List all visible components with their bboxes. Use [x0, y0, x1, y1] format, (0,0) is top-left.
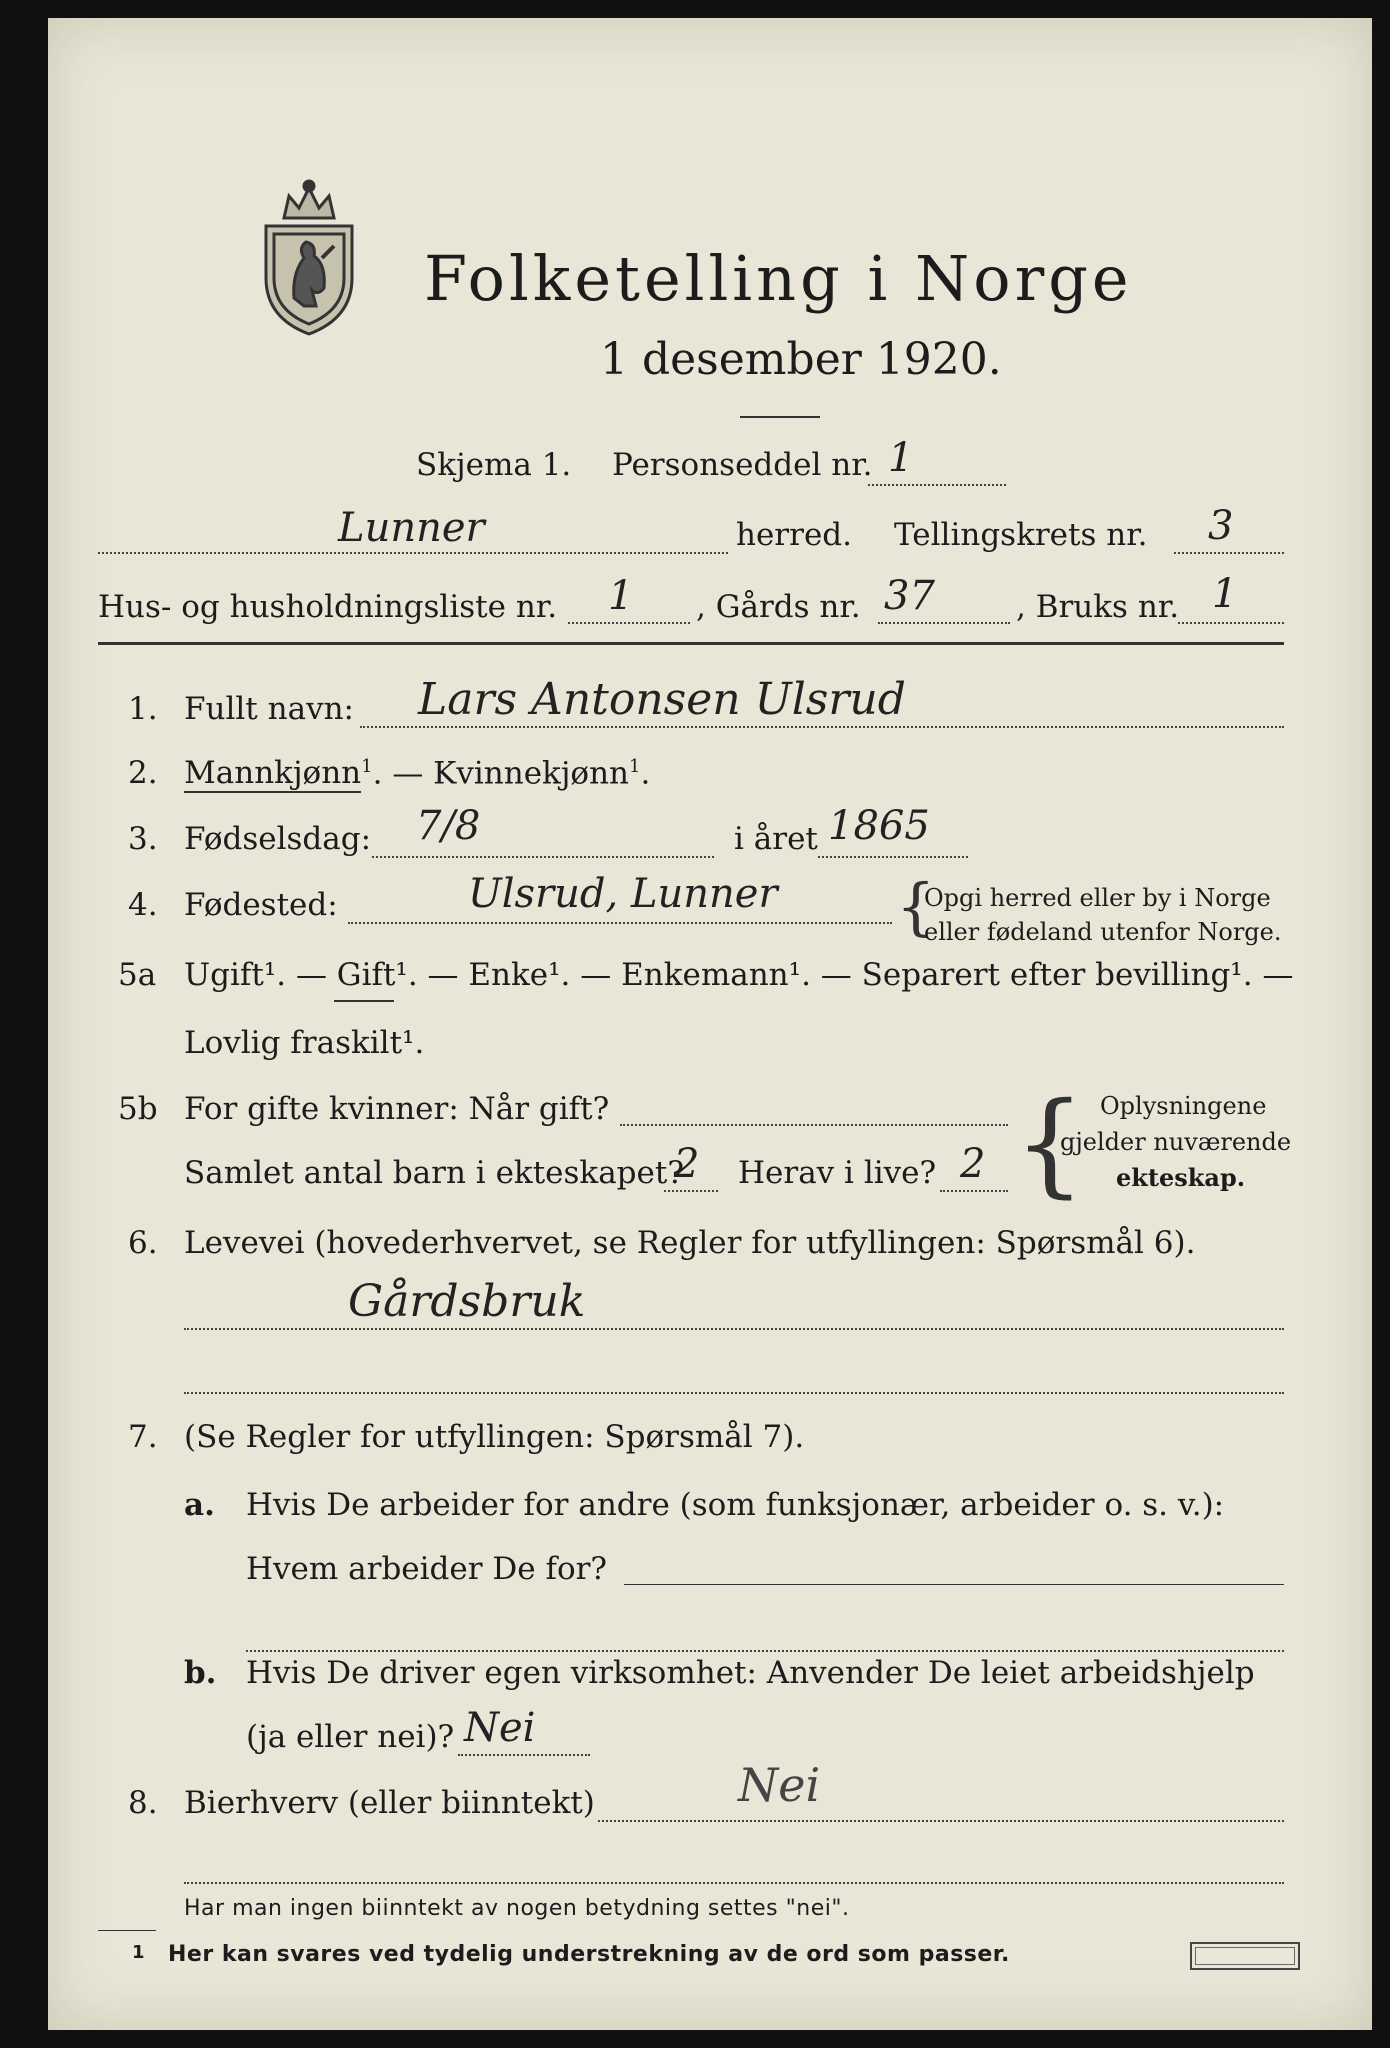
tellingskrets-value: 3 — [1208, 503, 1234, 549]
form-title: Folketelling i Norge — [424, 242, 1133, 315]
q1-number: 1. — [128, 691, 158, 727]
schema-label: Skjema 1. — [416, 447, 572, 483]
q5b-children-line — [664, 1190, 718, 1192]
tellingskrets-label: Tellingskrets nr. — [894, 517, 1148, 553]
herred-label: herred. — [736, 517, 852, 553]
q6-number: 6. — [128, 1225, 158, 1261]
q4-line — [348, 922, 892, 924]
q7b-answer-line — [458, 1754, 590, 1756]
q7b-answer-value: Nei — [464, 1705, 536, 1751]
q5b-label2: Samlet antal barn i ekteskapet? — [184, 1155, 684, 1191]
q8-number: 8. — [128, 1785, 158, 1821]
q2-female-option: Kvinnekjønn — [433, 755, 630, 792]
q1-label: Fullt navn: — [184, 691, 354, 727]
printer-stamp — [1190, 1942, 1300, 1970]
husliste-line — [568, 622, 690, 624]
q6-label: Levevei (hovederhvervet, se Regler for utfyllingen: Spørsmål 6). — [184, 1225, 1196, 1261]
q2-options — [184, 755, 651, 792]
q5b-number: 5b — [118, 1091, 158, 1127]
q6-line1 — [184, 1328, 1284, 1330]
q2-male-option: Mannkjønn — [184, 755, 362, 792]
q8-value: Nei — [738, 1758, 821, 1812]
q5b-label1: For gifte kvinner: Når gift? — [184, 1091, 610, 1127]
q2-number: 2. — [128, 755, 158, 791]
q2-separator: . — — [372, 755, 434, 792]
q1-value: Lars Antonsen Ulsrud — [418, 674, 906, 725]
q5a-gift-underline — [334, 1000, 394, 1002]
header-separator — [98, 642, 1284, 645]
q4-note-line1: Opgi herred eller by i Norge — [924, 884, 1271, 912]
q7a-line1: Hvis De arbeider for andre (som funksjonær, arbeider o. s. v.): — [246, 1487, 1225, 1523]
q1-line — [360, 726, 1284, 728]
q3-year-line — [818, 856, 968, 858]
q4-brace: { — [896, 870, 936, 943]
footnote-number: 1 — [132, 1942, 146, 1963]
bruks-line — [1178, 622, 1284, 624]
q7b-number: b. — [184, 1655, 217, 1691]
q4-note-line2: eller fødeland utenfor Norge. — [924, 918, 1282, 946]
q7b-line1: Hvis De driver egen virksomhet: Anvender De leiet arbeidshjelp — [246, 1655, 1255, 1691]
husliste-value: 1 — [608, 573, 634, 619]
gards-line — [878, 622, 1010, 624]
personseddel-value: 1 — [888, 435, 914, 481]
q7-label: (Se Regler for utfyllingen: Spørsmål 7). — [184, 1419, 805, 1455]
q5a-number: 5a — [118, 957, 157, 993]
footnote-divider — [98, 1930, 156, 1931]
q3-line — [372, 856, 714, 858]
q5b-children-value: 2 — [674, 1141, 700, 1187]
personseddel-line — [868, 484, 1006, 486]
tellingskrets-line — [1174, 552, 1284, 554]
q7-number: 7. — [128, 1419, 158, 1455]
q3-label: Fødselsdag: — [184, 821, 372, 857]
husliste-label: Hus- og husholdningsliste nr. — [98, 589, 558, 625]
q3-year-value: 1865 — [828, 803, 930, 849]
q7a-answer-line — [624, 1584, 1284, 1585]
q3-number: 3. — [128, 821, 158, 857]
bruks-label: , Bruks nr. — [1016, 589, 1180, 625]
title-divider — [740, 416, 820, 418]
bottom-note: Har man ingen biinntekt av nogen betydning settes "nei". — [184, 1896, 850, 1921]
q5a-line1: Ugift¹. — Gift¹. — Enke¹. — Enkemann¹. — Separert efter bevilling¹. — — [184, 957, 1294, 993]
q8-line — [598, 1820, 1284, 1822]
q4-label: Fødested: — [184, 887, 338, 923]
q5b-note-line1: Oplysningene — [1100, 1092, 1267, 1120]
q5b-alive-line — [940, 1190, 1008, 1192]
footnote-text: Her kan svares ved tydelig understrekning av de ord som passer. — [168, 1942, 1010, 1967]
q5b-brace: { — [1014, 1079, 1086, 1209]
q5b-alive-value: 2 — [960, 1141, 986, 1187]
gards-label: , Gårds nr. — [696, 589, 861, 625]
q5a-line2: Lovlig fraskilt¹. — [184, 1025, 425, 1061]
personseddel-label: Personseddel nr. — [612, 447, 873, 483]
census-form-page — [48, 18, 1372, 2030]
q4-value: Ulsrud, Lunner — [468, 871, 778, 917]
q7a-number: a. — [184, 1487, 215, 1523]
q5b-alive-label: Herav i live? — [738, 1155, 937, 1191]
q4-number: 4. — [128, 887, 158, 923]
q7a-extra-line — [246, 1650, 1284, 1652]
q2-male-footnote: 1 — [361, 756, 373, 777]
q2-end: . — [640, 755, 651, 792]
census-date: 1 desember 1920. — [600, 334, 1002, 385]
herred-value: Lunner — [338, 505, 485, 551]
q5b-note-line2: gjelder nuværende — [1060, 1128, 1292, 1156]
q6-value: Gårdsbruk — [348, 1276, 586, 1327]
q2-female-footnote: 1 — [629, 756, 641, 777]
q7b-line2: (ja eller nei)? — [246, 1719, 455, 1755]
q5b-note-line3: ekteskap. — [1116, 1163, 1246, 1192]
q6-line2 — [184, 1392, 1284, 1394]
q3-year-label: i året — [734, 821, 818, 857]
q8-extra-line — [184, 1882, 1284, 1884]
q3-value: 7/8 — [416, 803, 481, 849]
bruks-value: 1 — [1212, 571, 1238, 617]
herred-line — [98, 552, 728, 554]
q5b-married-line — [620, 1124, 1008, 1126]
q8-label: Bierhverv (eller biinntekt) — [184, 1785, 595, 1821]
gards-value: 37 — [884, 573, 935, 619]
coat-of-arms-icon — [254, 178, 364, 338]
q7a-line2: Hvem arbeider De for? — [246, 1551, 608, 1587]
